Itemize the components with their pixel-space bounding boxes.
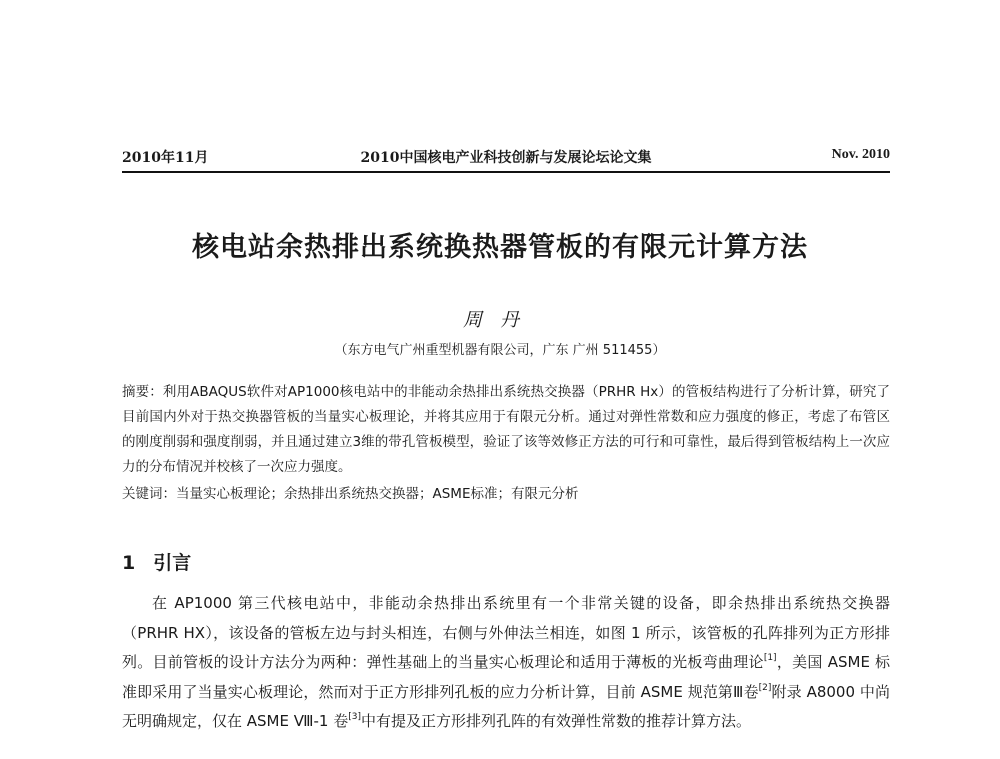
body-text-part2: ，美国 ASME 标准即采用了当量实心板理论，然而对于正方形排列孔板的应力分析计算，目前 ASME 规范第Ⅲ卷 <box>122 653 890 701</box>
abstract-text: 利用ABAQUS软件对AP1000核电站中的非能动余热排出系统热交换器（PRHR Hx）的管板结构进行了分析计算，研究了目前国内外对于热交换器管板的当量实心板理论，并将其应用于有限元分析。通过对弹性常数和应力强度的修正，考虑了布管区的刚度削弱和强度削弱，并且通过建立3维的带孔管板模型，验证了该等效修正方法的可行和可靠性，最后得到管板结构上一次应力的分布情况并校核了一次应力强度。 <box>122 384 890 475</box>
body-text-part4: 中有提及正方形排列孔阵的有效弹性常数的推荐计算方法。 <box>360 712 751 730</box>
abstract-label: 摘要： <box>122 384 163 400</box>
body-paragraph <box>122 589 890 737</box>
citation-ref-1: [1] <box>763 653 777 663</box>
body-text-part3: 附录 A8000 中尚无明确规定，仅在 ASME Ⅷ-1 卷 <box>122 682 890 730</box>
running-header <box>122 147 890 169</box>
paper-title: 核电站余热排出系统换热器管板的有限元计算方法 <box>192 232 808 263</box>
header-date-right: Nov. 2010 <box>831 147 890 162</box>
abstract <box>122 380 890 480</box>
keywords-text: 当量实心板理论；余热排出系统热交换器；ASME标准；有限元分析 <box>176 486 579 502</box>
author-affiliation: （东方电气广州重型机器有限公司，广东 广州 511455） <box>334 343 666 358</box>
keywords-label: 关键词： <box>122 486 176 502</box>
section-heading-introduction <box>122 548 191 575</box>
citation-ref-3: [3] <box>348 712 361 722</box>
citation-ref-2: [2] <box>758 682 772 693</box>
section-number: 1 <box>122 552 136 574</box>
keywords <box>122 483 890 505</box>
header-date-left: 2010年11月 <box>122 150 209 166</box>
section-title: 引言 <box>153 552 192 574</box>
header-proceedings-title: 2010中国核电产业科技创新与发展论坛论文集 <box>360 150 652 166</box>
header-rule <box>122 171 890 173</box>
introduction-body <box>122 589 890 737</box>
author-name: 周丹 <box>462 309 537 331</box>
body-text-part1: 在 AP1000 第三代核电站中，非能动余热排出系统里有一个非常关键的设备，即余热排出系统热交换器（PRHR HX），该设备的管板左边与封头相连，右侧与外伸法兰相连，如图 1 所示，该管板的孔阵排列为正方形排列。目前管板的设计方法分为两种：弹性基础上的当量实心板理论和适用于薄板的光板弯曲理论 <box>122 594 890 671</box>
